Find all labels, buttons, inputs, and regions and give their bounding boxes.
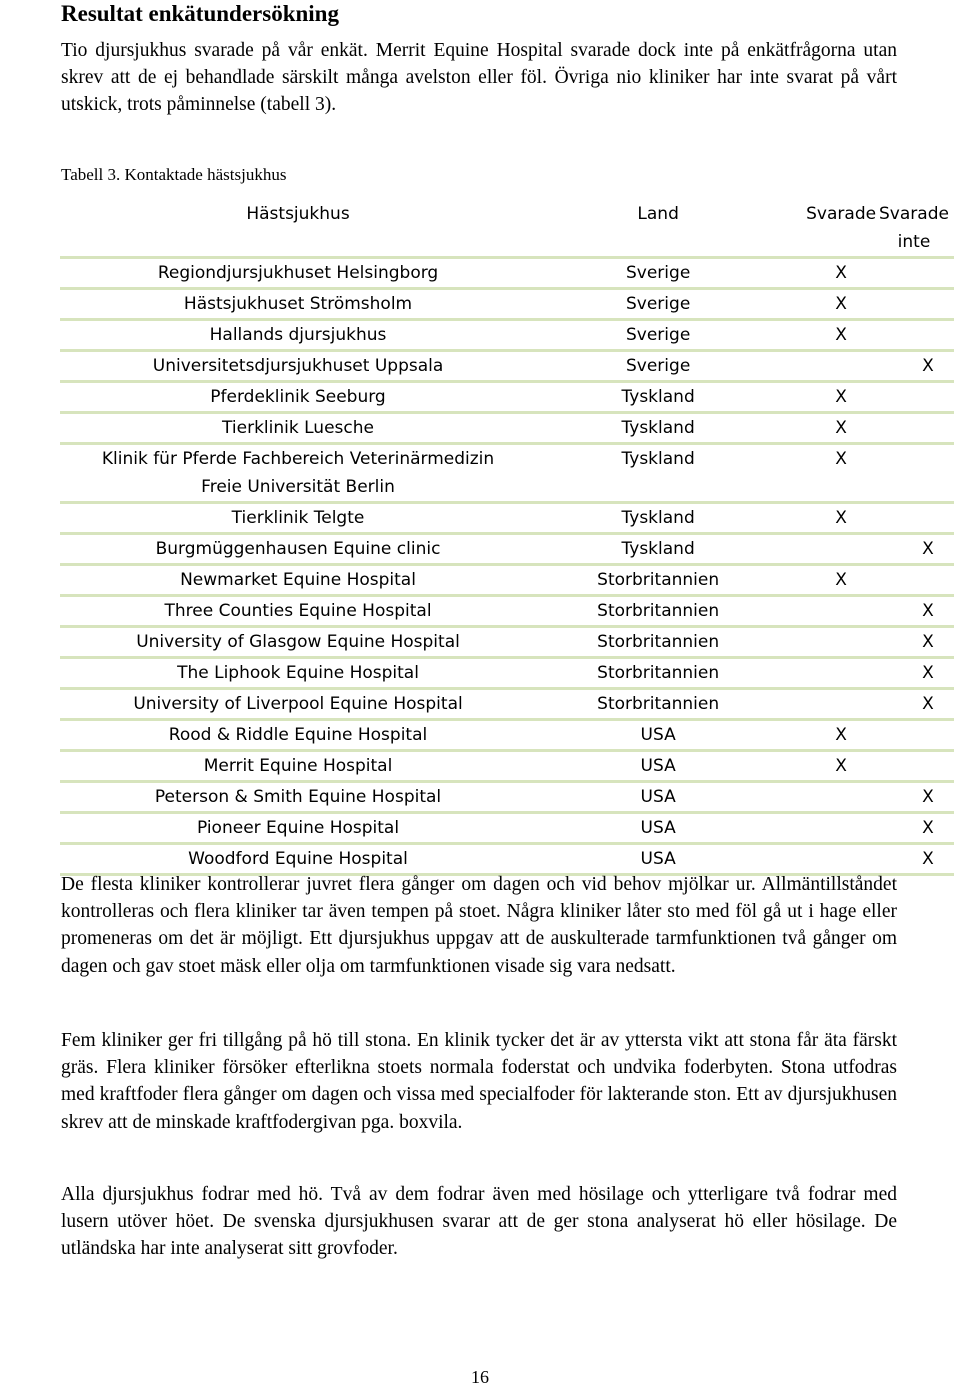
cell-country: Storbritannien — [536, 628, 780, 659]
cell-not-answered — [902, 290, 954, 321]
cell-not-answered — [902, 566, 954, 597]
cell-country: Sverige — [536, 290, 780, 321]
cell-answered: X — [780, 566, 902, 597]
cell-hospital: Newmarket Equine Hospital — [60, 566, 536, 597]
header-answered: Svarade — [780, 199, 902, 259]
cell-hospital: Universitetsdjursjukhuset Uppsala — [60, 352, 536, 383]
cell-not-answered — [902, 721, 954, 752]
section-heading: Resultat enkätundersökning — [61, 1, 339, 26]
cell-answered — [780, 597, 902, 628]
body-paragraph-3: Alla djursjukhus fodrar med hö. Två av dem fodrar även med hösilage och ytterligare två fodrar med lusern utöver höet. De svenska djursjukhusen svarar att de ger stona analyserat hö eller hösilage. De utländska har inte analyserat sitt grovfoder. — [61, 1184, 897, 1260]
cell-not-answered — [902, 383, 954, 414]
cell-country: Sverige — [536, 259, 780, 290]
table-row — [60, 535, 954, 566]
header-not-answered-text: Svarade inte — [879, 204, 949, 252]
cell-not-answered — [902, 445, 954, 504]
table-row — [60, 752, 954, 783]
cell-hospital: Hästsjukhuset Strömsholm — [60, 290, 536, 321]
cell-country: USA — [536, 814, 780, 845]
body-paragraph-1: De flesta kliniker kontrollerar juvret flera gånger om dagen och vid behov mjölkar ur. Allmäntillståndet kontrolleras och flera kliniker tar även tempen på stoet. Några kliniker låter sto med föl gå ut i hage eller promeneras om det är möjligt. Ett djursjukhus uppgav att de auskulterade tarmfunktionen två gånger om dagen och gav stoet mäsk eller olja om tarmfunktionen visade sig vara nedsatt. — [61, 874, 897, 977]
cell-hospital: Peterson & Smith Equine Hospital — [60, 783, 536, 814]
cell-country: USA — [536, 721, 780, 752]
table-row — [60, 383, 954, 414]
cell-not-answered: X — [902, 597, 954, 628]
table-row — [60, 628, 954, 659]
cell-not-answered: X — [902, 783, 954, 814]
cell-not-answered: X — [902, 814, 954, 845]
cell-not-answered: X — [902, 628, 954, 659]
cell-country: Tyskland — [536, 414, 780, 445]
cell-not-answered: X — [902, 535, 954, 566]
table-row — [60, 259, 954, 290]
cell-country: Storbritannien — [536, 597, 780, 628]
cell-hospital: Regiondjursjukhuset Helsingborg — [60, 259, 536, 290]
cell-hospital: Merrit Equine Hospital — [60, 752, 536, 783]
cell-country: Tyskland — [536, 445, 780, 504]
cell-hospital: Burgmüggenhausen Equine clinic — [60, 535, 536, 566]
cell-hospital: Pioneer Equine Hospital — [60, 814, 536, 845]
hospital-table — [60, 199, 954, 876]
cell-not-answered: X — [902, 659, 954, 690]
cell-hospital: The Liphook Equine Hospital — [60, 659, 536, 690]
cell-hospital: Pferdeklinik Seeburg — [60, 383, 536, 414]
table-row — [60, 290, 954, 321]
table-row — [60, 721, 954, 752]
cell-hospital: Woodford Equine Hospital — [60, 845, 536, 876]
cell-hospital: University of Liverpool Equine Hospital — [60, 690, 536, 721]
cell-answered — [780, 690, 902, 721]
cell-hospital: University of Glasgow Equine Hospital — [60, 628, 536, 659]
cell-country: USA — [536, 752, 780, 783]
table-caption: Tabell 3. Kontaktade hästsjukhus — [61, 165, 287, 184]
cell-country: USA — [536, 783, 780, 814]
cell-answered: X — [780, 383, 902, 414]
cell-answered: X — [780, 752, 902, 783]
table-row — [60, 445, 954, 504]
cell-country: Storbritannien — [536, 566, 780, 597]
cell-not-answered — [902, 259, 954, 290]
cell-country: USA — [536, 845, 780, 876]
table-row — [60, 597, 954, 628]
cell-not-answered — [902, 321, 954, 352]
cell-answered — [780, 628, 902, 659]
cell-hospital: Three Counties Equine Hospital — [60, 597, 536, 628]
cell-hospital: Tierklinik Telgte — [60, 504, 536, 535]
cell-country: Storbritannien — [536, 690, 780, 721]
cell-not-answered — [902, 504, 954, 535]
table-row — [60, 659, 954, 690]
body-paragraph-2: Fem kliniker ger fri tillgång på hö till stona. En klinik tycker det är av yttersta vikt att stona får äta färskt gräs. Flera kliniker försöker efterlikna stoets normala foderstat och undvika foderbyten. Stona utfodras med kraftfoder flera gånger om dagen och vissa med specialfoder för lakterande ston. Ett av djursjukhusen skrev att de minskade kraftfodergivan pga. boxvila. — [61, 1030, 897, 1133]
table-row — [60, 504, 954, 535]
table-row — [60, 321, 954, 352]
cell-answered: X — [780, 721, 902, 752]
table-row — [60, 352, 954, 383]
cell-answered: X — [780, 504, 902, 535]
intro-paragraph: Tio djursjukhus svarade på vår enkät. Merrit Equine Hospital svarade dock inte på enkätfrågorna utan skrev att de ej behandlade särskilt många avelston eller föl. Övriga nio kliniker har inte svarat på vårt utskick, trots påminnelse (tabell 3). — [61, 40, 897, 116]
cell-answered — [780, 783, 902, 814]
cell-country: Sverige — [536, 321, 780, 352]
cell-hospital: Rood & Riddle Equine Hospital — [60, 721, 536, 752]
cell-answered — [780, 814, 902, 845]
cell-hospital: Hallands djursjukhus — [60, 321, 536, 352]
cell-country: Storbritannien — [536, 659, 780, 690]
cell-not-answered — [902, 414, 954, 445]
header-hospital: Hästsjukhus — [60, 199, 536, 259]
cell-answered — [780, 535, 902, 566]
cell-not-answered: X — [902, 352, 954, 383]
cell-not-answered — [902, 752, 954, 783]
cell-not-answered: X — [902, 845, 954, 876]
cell-answered — [780, 352, 902, 383]
cell-answered: X — [780, 445, 902, 504]
table-row — [60, 814, 954, 845]
table-row — [60, 414, 954, 445]
cell-answered: X — [780, 414, 902, 445]
table-header-row — [60, 199, 954, 259]
cell-answered: X — [780, 290, 902, 321]
cell-hospital: Tierklinik Luesche — [60, 414, 536, 445]
table-row — [60, 690, 954, 721]
table-row — [60, 566, 954, 597]
page-number: 16 — [471, 1367, 489, 1387]
cell-answered: X — [780, 321, 902, 352]
cell-answered — [780, 659, 902, 690]
cell-country: Sverige — [536, 352, 780, 383]
table-row — [60, 783, 954, 814]
cell-hospital: Klinik für Pferde Fachbereich Veterinärmedizin Freie Universität Berlin — [60, 445, 536, 504]
cell-country: Tyskland — [536, 504, 780, 535]
cell-answered: X — [780, 259, 902, 290]
header-country: Land — [536, 199, 780, 259]
cell-not-answered: X — [902, 690, 954, 721]
cell-country: Tyskland — [536, 383, 780, 414]
table-body — [60, 259, 954, 876]
header-not-answered — [879, 199, 954, 259]
cell-country: Tyskland — [536, 535, 780, 566]
